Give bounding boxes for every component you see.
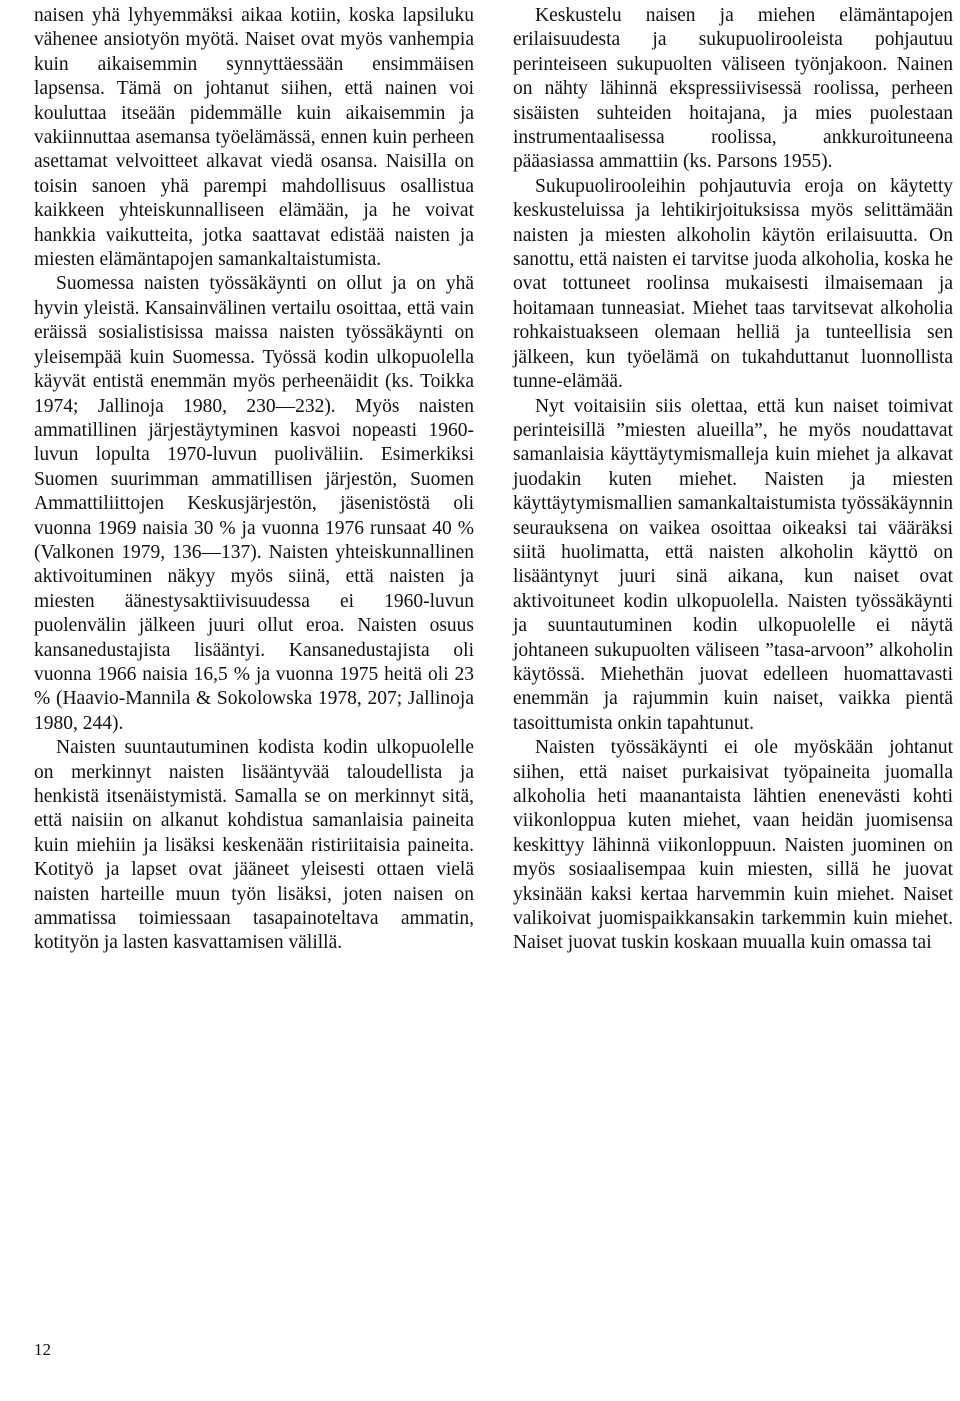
- right-paragraph-1: Keskustelu naisen ja miehen elämäntapojen erilaisuudesta ja sukupuolirooleista pohjautuu perinteiseen sukupuolten väliseen työnjakoon. Nainen on nähty lähinnä ekspressiivisessä roolissa, perheen sisäisten suhteiden hoitajana, ja mies puolestaan instrumentaalisessa roolissa, ankkuroituneena pääasiassa ammattiin (ks. Parsons 1955).: [513, 5, 953, 173]
- right-text-column: [513, 4, 953, 956]
- left-paragraph-3: Naisten suuntautuminen kodista kodin ulkopuolelle on merkinnyt naisten lisääntyvää taloudellista ja henkistä itsenäistymistä. Samalla se on merkinnyt sitä, että naisiin on alkanut kohdistua samanlaisia paineita kuin miehiin ja lisäksi keskenään ristiriitaisia paineita. Kotityö ja lapset ovat jääneet yleisesti ottaen vielä naisten harteille muun työn lisäksi, joten naisen on ammatissa toimiessaan tasapainoteltava ammatin, kotityön ja lasten kasvattamisen välillä.: [34, 737, 474, 954]
- left-paragraph-2: Suomessa naisten työssäkäynti on ollut ja on yhä hyvin yleistä. Kansainvälinen vertailu osoittaa, että vain eräissä sosialistisissa maissa naisten työssäkäynti on yleisempää kuin Suomessa. Työssä kodin ulkopuolella käyvät entistä enemmän myös perheenäidit (ks. Toikka 1974; Jallinoja 1980, 230—232). Myös naisten ammatillinen järjestäytyminen kasvoi nopeasti 1960-luvun lopulta 1970-luvun puoliväliin. Esimerkiksi Suomen suurimman ammatillisen järjestön, Suomen Ammattiliittojen Keskusjärjestön, jäsenistöstä oli vuonna 1969 naisia 30 % ja vuonna 1976 runsaat 40 % (Valkonen 1979, 136—137). Naisten yhteiskunnallinen aktivoituminen näkyy myös siinä, että naisten ja miesten äänestysaktiivisuudessa ei 1960-luvun puolenvälin jälkeen juuri ollut eroa. Naisten osuus kansanedustajista lisääntyi. Kansanedustajista oli vuonna 1966 naisia 16,5 % ja vuonna 1975 heitä oli 23 % (Haavio-Mannila & Sokolowska 1978, 207; Jallinoja 1980, 244).: [34, 273, 474, 734]
- page-number: 12: [34, 1340, 51, 1359]
- left-paragraph-1: naisen yhä lyhyemmäksi aikaa kotiin, koska lapsiluku vähenee ansiotyön myötä. Naiset ovat myös vanhempia kuin aikaisemmin synnyttäessään ensimmäisen lapsensa. Tämä on johtanut siihen, että nainen voi kouluttaa itseään pidemmälle kuin aikaisemmin ja vakiinnuttaa asemansa työelämässä, ennen kuin perheen asettamat velvoitteet alkavat viedä osansa. Naisilla on toisin sanoen yhä parempi mahdollisuus osallistua kaikkeen yhteiskunnalliseen elämään, ja he voivat hankkia vaikutteita, jotka saattavat edistää naisten ja miesten elämäntapojen samankaltaistumista.: [34, 5, 474, 271]
- right-paragraph-3: Nyt voitaisiin siis olettaa, että kun naiset toimivat perinteisillä ”miesten alueilla”, he myös noudattavat samanlaisia käyttäytymismalleja kuin miehet ja alkavat juodakin kuten miehet. Naisten ja miesten käyttäytymismallien samankaltaistumista työssäkäynnin seurauksena on vaikea osoittaa oikeaksi tai vääräksi siitä huolimatta, että naisten alkoholin käyttö on lisääntynyt juuri sinä aikana, kun naiset ovat aktivoituneet kodin ulkopuolella. Naisten työssäkäynti ja suuntautuminen kodin ulkopuolelle ei näytä johtaneen sukupuolten väliseen ”tasa-arvoon” alkoholin käytössä. Miehethän juovat edelleen huomattavasti enemmän ja rajummin kuin naiset, vaikka pientä tasoittumista onkin tapahtunut.: [513, 395, 953, 734]
- right-paragraph-2: Sukupuolirooleihin pohjautuvia eroja on käytetty keskusteluissa ja lehtikirjoituksissa myös selittämään naisten ja miesten alkoholin käytön erilaisuutta. On sanottu, että naisten ei tarvitse juoda alkoholia, koska he ovat tottuneet roolinsa mukaisesti ilmaisemaan ja hoitamaan tunneasiat. Miehet taas tarvitsevat alkoholia rohkaistuakseen olemaan helliä ja tunteellisia sen jälkeen, kun työelämä on tukahduttanut luonnollista tunne-elämää.: [513, 175, 953, 393]
- right-paragraph-4: Naisten työssäkäynti ei ole myöskään johtanut siihen, että naiset purkaisivat työpaineita juomalla alkoholia heti maanantaista lähtien enenevästi kohti viikonloppua kuten miehet, vaan heidän juomisensa keskittyy lähinnä viikonloppuun. Naisten juominen on myös sosiaalisempaa kuin miesten, sillä he juovat yksinään kaksi kertaa harvemmin kuin miehet. Naiset valikoivat juomispaikkansakin tarkemmin kuin miehet. Naiset juovat tuskin koskaan muualla kuin omassa tai: [513, 737, 953, 954]
- left-text-column: [34, 4, 474, 956]
